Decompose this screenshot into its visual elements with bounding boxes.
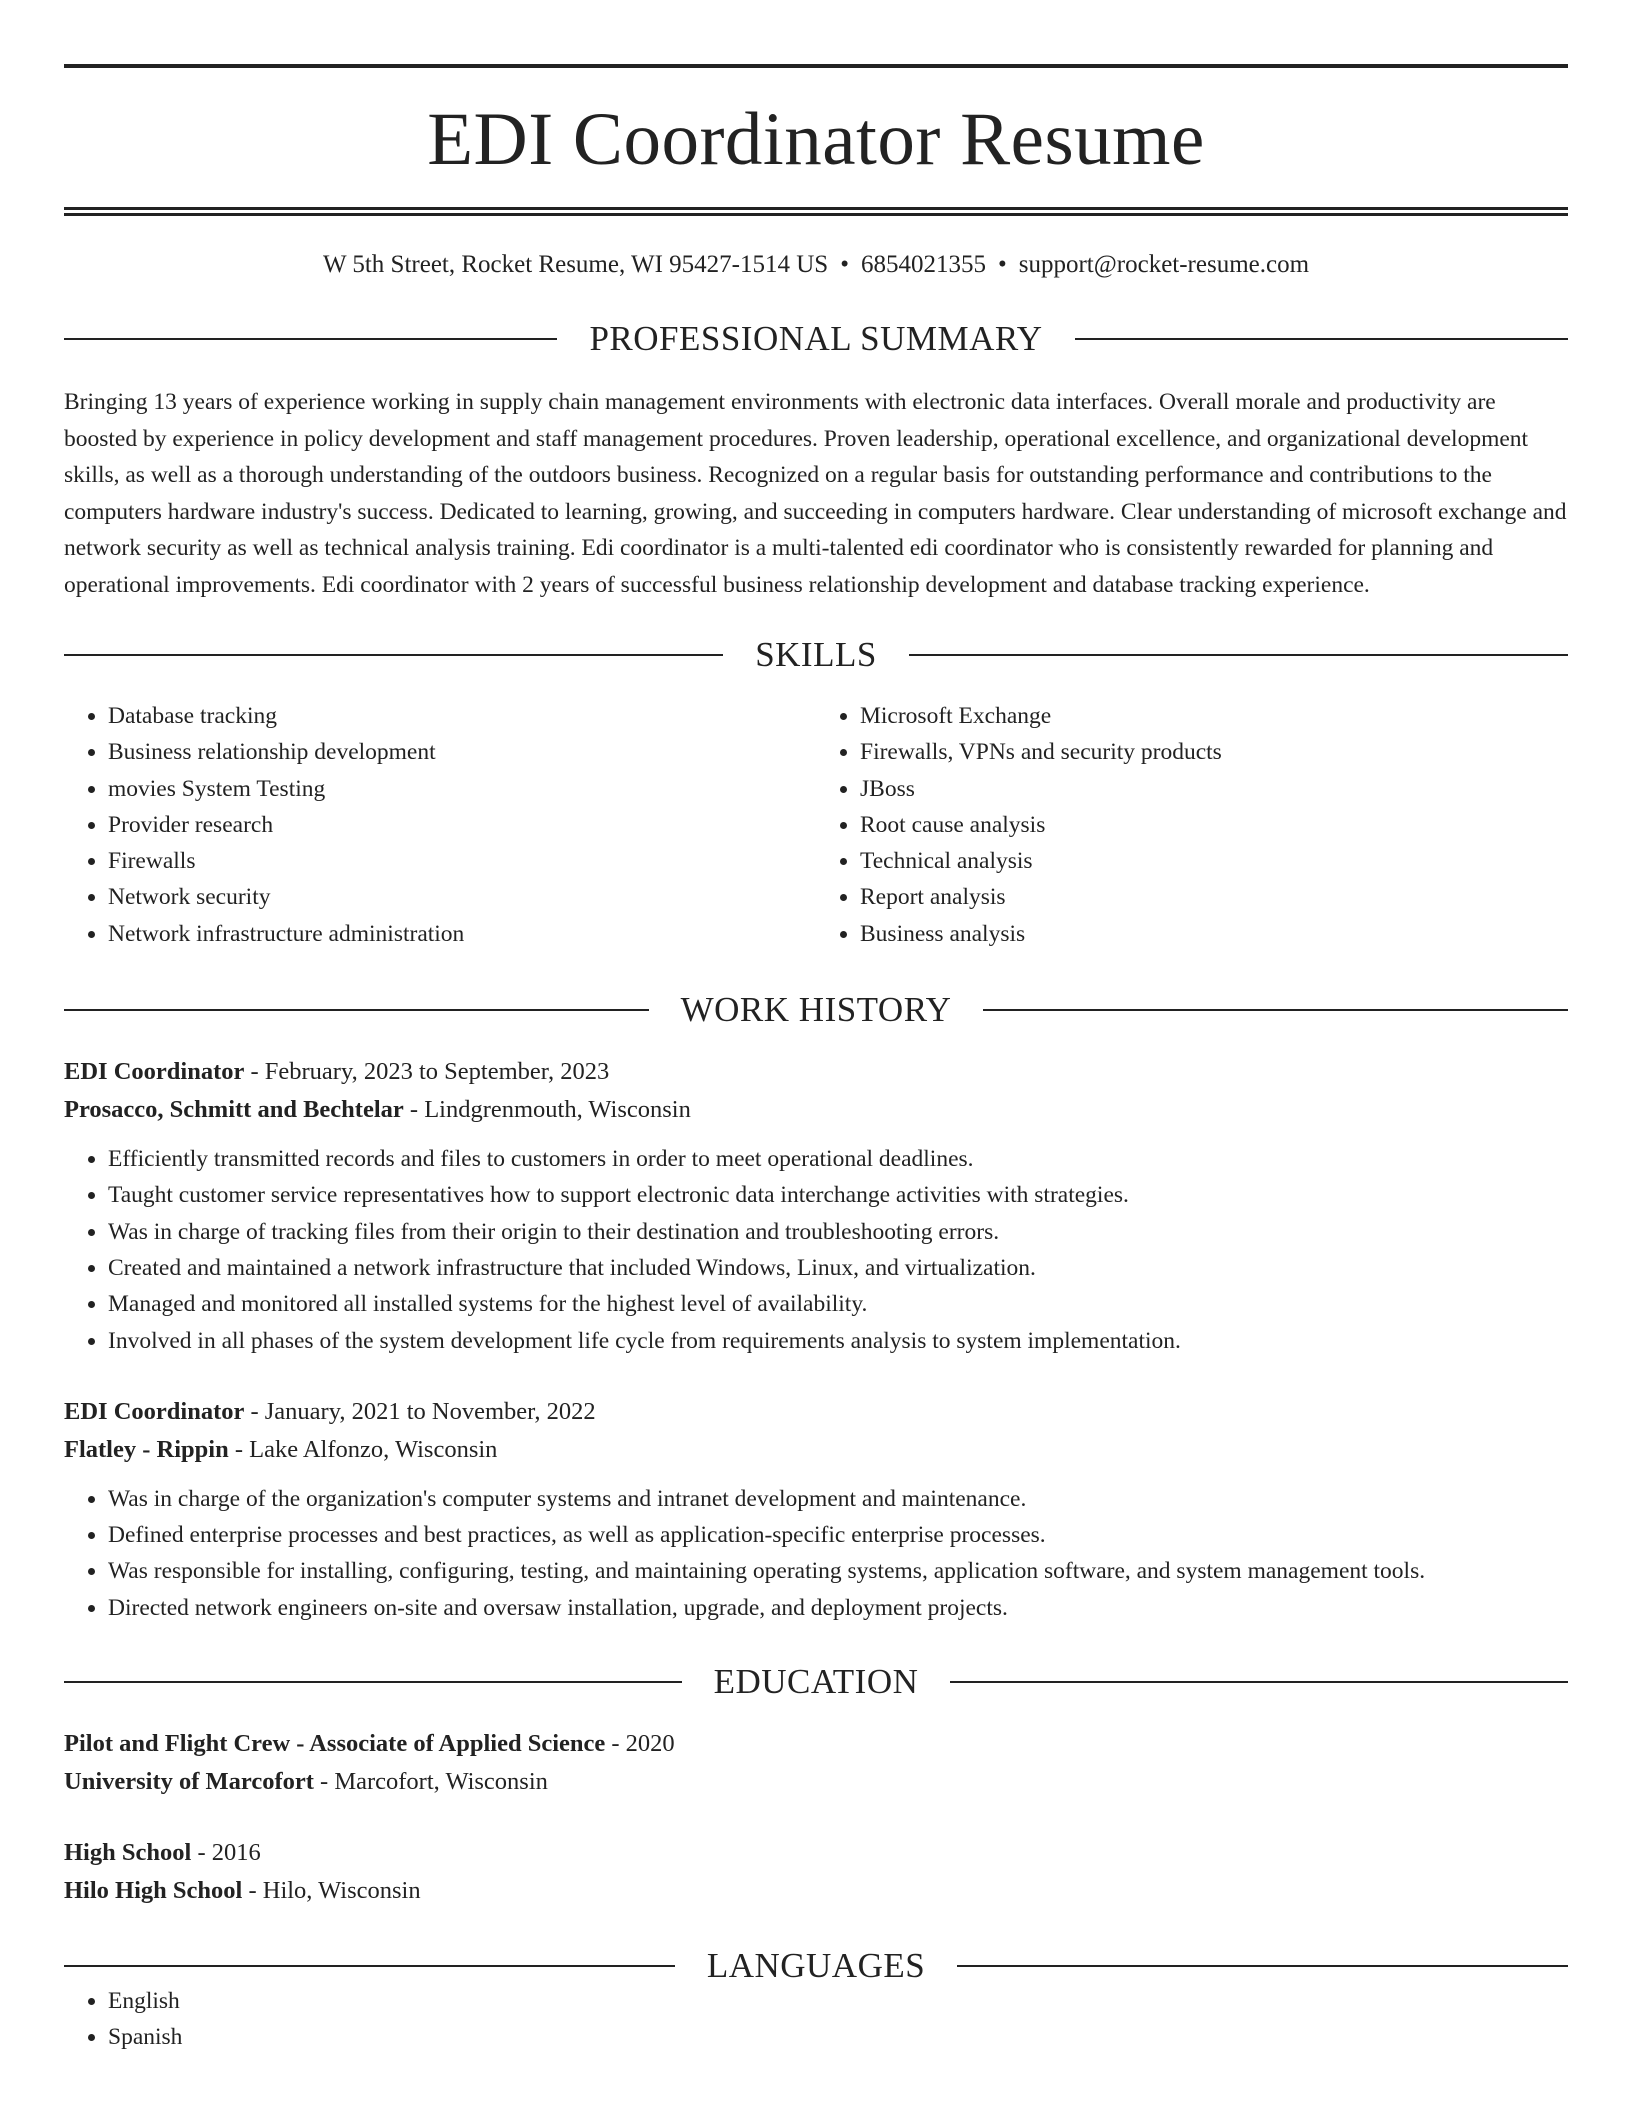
languages-heading: LANGUAGES [706,1946,926,1986]
graduation-year: - 2016 [191,1839,261,1867]
job-title-line [64,1393,1568,1431]
skill-item: • Firewalls [108,843,816,879]
degree-line [64,1725,1568,1763]
skill-item: • Business analysis [860,916,1568,952]
list-item: • Was in charge of tracking files from their origin to their destination and troubleshooting errors. [108,1214,1568,1250]
skill-item: • Report analysis [860,879,1568,915]
job-dates: - February, 2023 to September, 2023 [244,1058,610,1086]
skills-section-header [64,637,1568,672]
list-item: • Was responsible for installing, configuring, testing, and maintaining operating systems, application software, and system management tools. [108,1553,1568,1589]
job-company: Prosacco, Schmitt and Bechtelar [64,1096,404,1124]
job-location: - Lake Alfonzo, Wisconsin [228,1435,498,1463]
page-title: EDI Coordinator Resume [427,98,1205,181]
education-entry [64,1834,1568,1910]
skill-item: • Provider research [108,807,816,843]
skill-item: • movies System Testing [108,771,816,807]
list-item: • Created and maintained a network infrastructure that included Windows, Linux, and virtualization. [108,1250,1568,1286]
languages-list [64,1983,1568,2056]
list-item: • Taught customer service representatives how to support electronic data interchange activities with strategies. [108,1177,1568,1213]
school-location: - Hilo, Wisconsin [242,1877,421,1905]
job-bullets [64,1481,1568,1626]
education-section-header [64,1662,1568,1702]
summary-section-header [64,321,1568,356]
skill-item: • Firewalls, VPNs and security products [860,734,1568,770]
school-line [64,1872,1568,1910]
job-title: EDI Coordinator [64,1397,245,1425]
section-rule [64,338,557,340]
degree: Pilot and Flight Crew - Associate of Applied Science [64,1730,606,1758]
summary-text: Bringing 13 years of experience working in supply chain management environments with electronic data interfaces. Overall morale and productivity are boosted by experience in policy development and staff management procedures. Proven leadership, operational excellence, and organizational development skills, as well as a thorough understanding of the outdoors business. Recognized on a regular basis for outstanding performance and contributions to the computers hardware industry's success. Dedicated to learning, growing, and succeeding in computers hardware. Clear understanding of microsoft exchange and network security as well as technical analysis training. Edi coordinator is a multi-talented edi coordinator who is consistently rewarded for planning and operational improvements. Edi coordinator with 2 years of successful business relationship development and database tracking experience. [64,389,1567,598]
job-bullets [64,1141,1568,1359]
language-item: • Spanish [108,2019,1568,2055]
school: University of Marcofort [64,1768,314,1796]
section-rule [64,1009,649,1011]
list-item: • Managed and monitored all installed systems for the highest level of availability. [108,1286,1568,1322]
school-location: - Marcofort, Wisconsin [313,1768,548,1796]
section-rule [64,1681,682,1683]
list-item: • Involved in all phases of the system development life cycle from requirements analysis to system implementation. [108,1323,1568,1359]
section-rule [909,654,1568,656]
graduation-year: - 2020 [605,1730,675,1758]
skill-item: • Root cause analysis [860,807,1568,843]
language-item: • English [108,1983,1568,2019]
job-dates: - January, 2021 to November, 2022 [244,1397,596,1425]
languages-section-header [64,1946,1568,1986]
skills-column-left [64,698,816,952]
contact-separator: • [997,251,1007,278]
job-entry [64,1393,1568,1626]
skills-list [64,698,1568,952]
skill-item: • Database tracking [108,698,816,734]
section-rule [1075,338,1568,340]
skill-item: • JBoss [860,771,1568,807]
contact-phone: 6854021355 [860,251,986,278]
list-item: • Defined enterprise processes and best practices, as well as application-specific enterprise processes. [108,1517,1568,1553]
title-double-rule [64,207,1568,216]
skill-item: • Network security [108,879,816,915]
work-section-header [64,990,1568,1030]
section-rule [983,1009,1568,1011]
contact-address: W 5th Street, Rocket Resume, WI 95427-1514 US [322,251,829,278]
degree-line [64,1834,1568,1872]
skill-item: • Microsoft Exchange [860,698,1568,734]
work-heading: WORK HISTORY [680,990,952,1030]
job-company-line [64,1431,1568,1469]
job-company: Flatley - Rippin [64,1435,229,1463]
section-rule [957,1965,1568,1967]
summary-heading: PROFESSIONAL SUMMARY [589,319,1043,358]
contact-line [64,252,1568,277]
contact-separator: • [840,251,849,278]
list-item: • Directed network engineers on-site and oversaw installation, upgrade, and deployment projects. [108,1590,1568,1626]
skill-item: • Technical analysis [860,843,1568,879]
section-rule [64,654,723,656]
job-title: EDI Coordinator [64,1058,245,1086]
list-item: • Efficiently transmitted records and files to customers in order to meet operational deadlines. [108,1141,1568,1177]
job-company-line [64,1091,1568,1129]
section-rule [950,1681,1568,1683]
list-item: • Was in charge of the organization's computer systems and intranet development and maintenance. [108,1481,1568,1517]
job-title-line [64,1053,1568,1091]
job-entry [64,1053,1568,1359]
school: Hilo High School [64,1877,243,1905]
skill-item: • Network infrastructure administration [108,916,816,952]
school-line [64,1763,1568,1801]
contact-email: support@rocket-resume.com [1018,251,1310,278]
degree: High School [64,1839,192,1867]
education-heading: EDUCATION [713,1662,919,1702]
job-location: - Lindgrenmouth, Wisconsin [403,1096,691,1124]
section-rule [64,1965,675,1967]
skills-heading: SKILLS [755,635,877,674]
top-rule [64,64,1568,68]
education-entry [64,1725,1568,1801]
skill-item: • Business relationship development [108,734,816,770]
skills-column-right [816,698,1568,952]
